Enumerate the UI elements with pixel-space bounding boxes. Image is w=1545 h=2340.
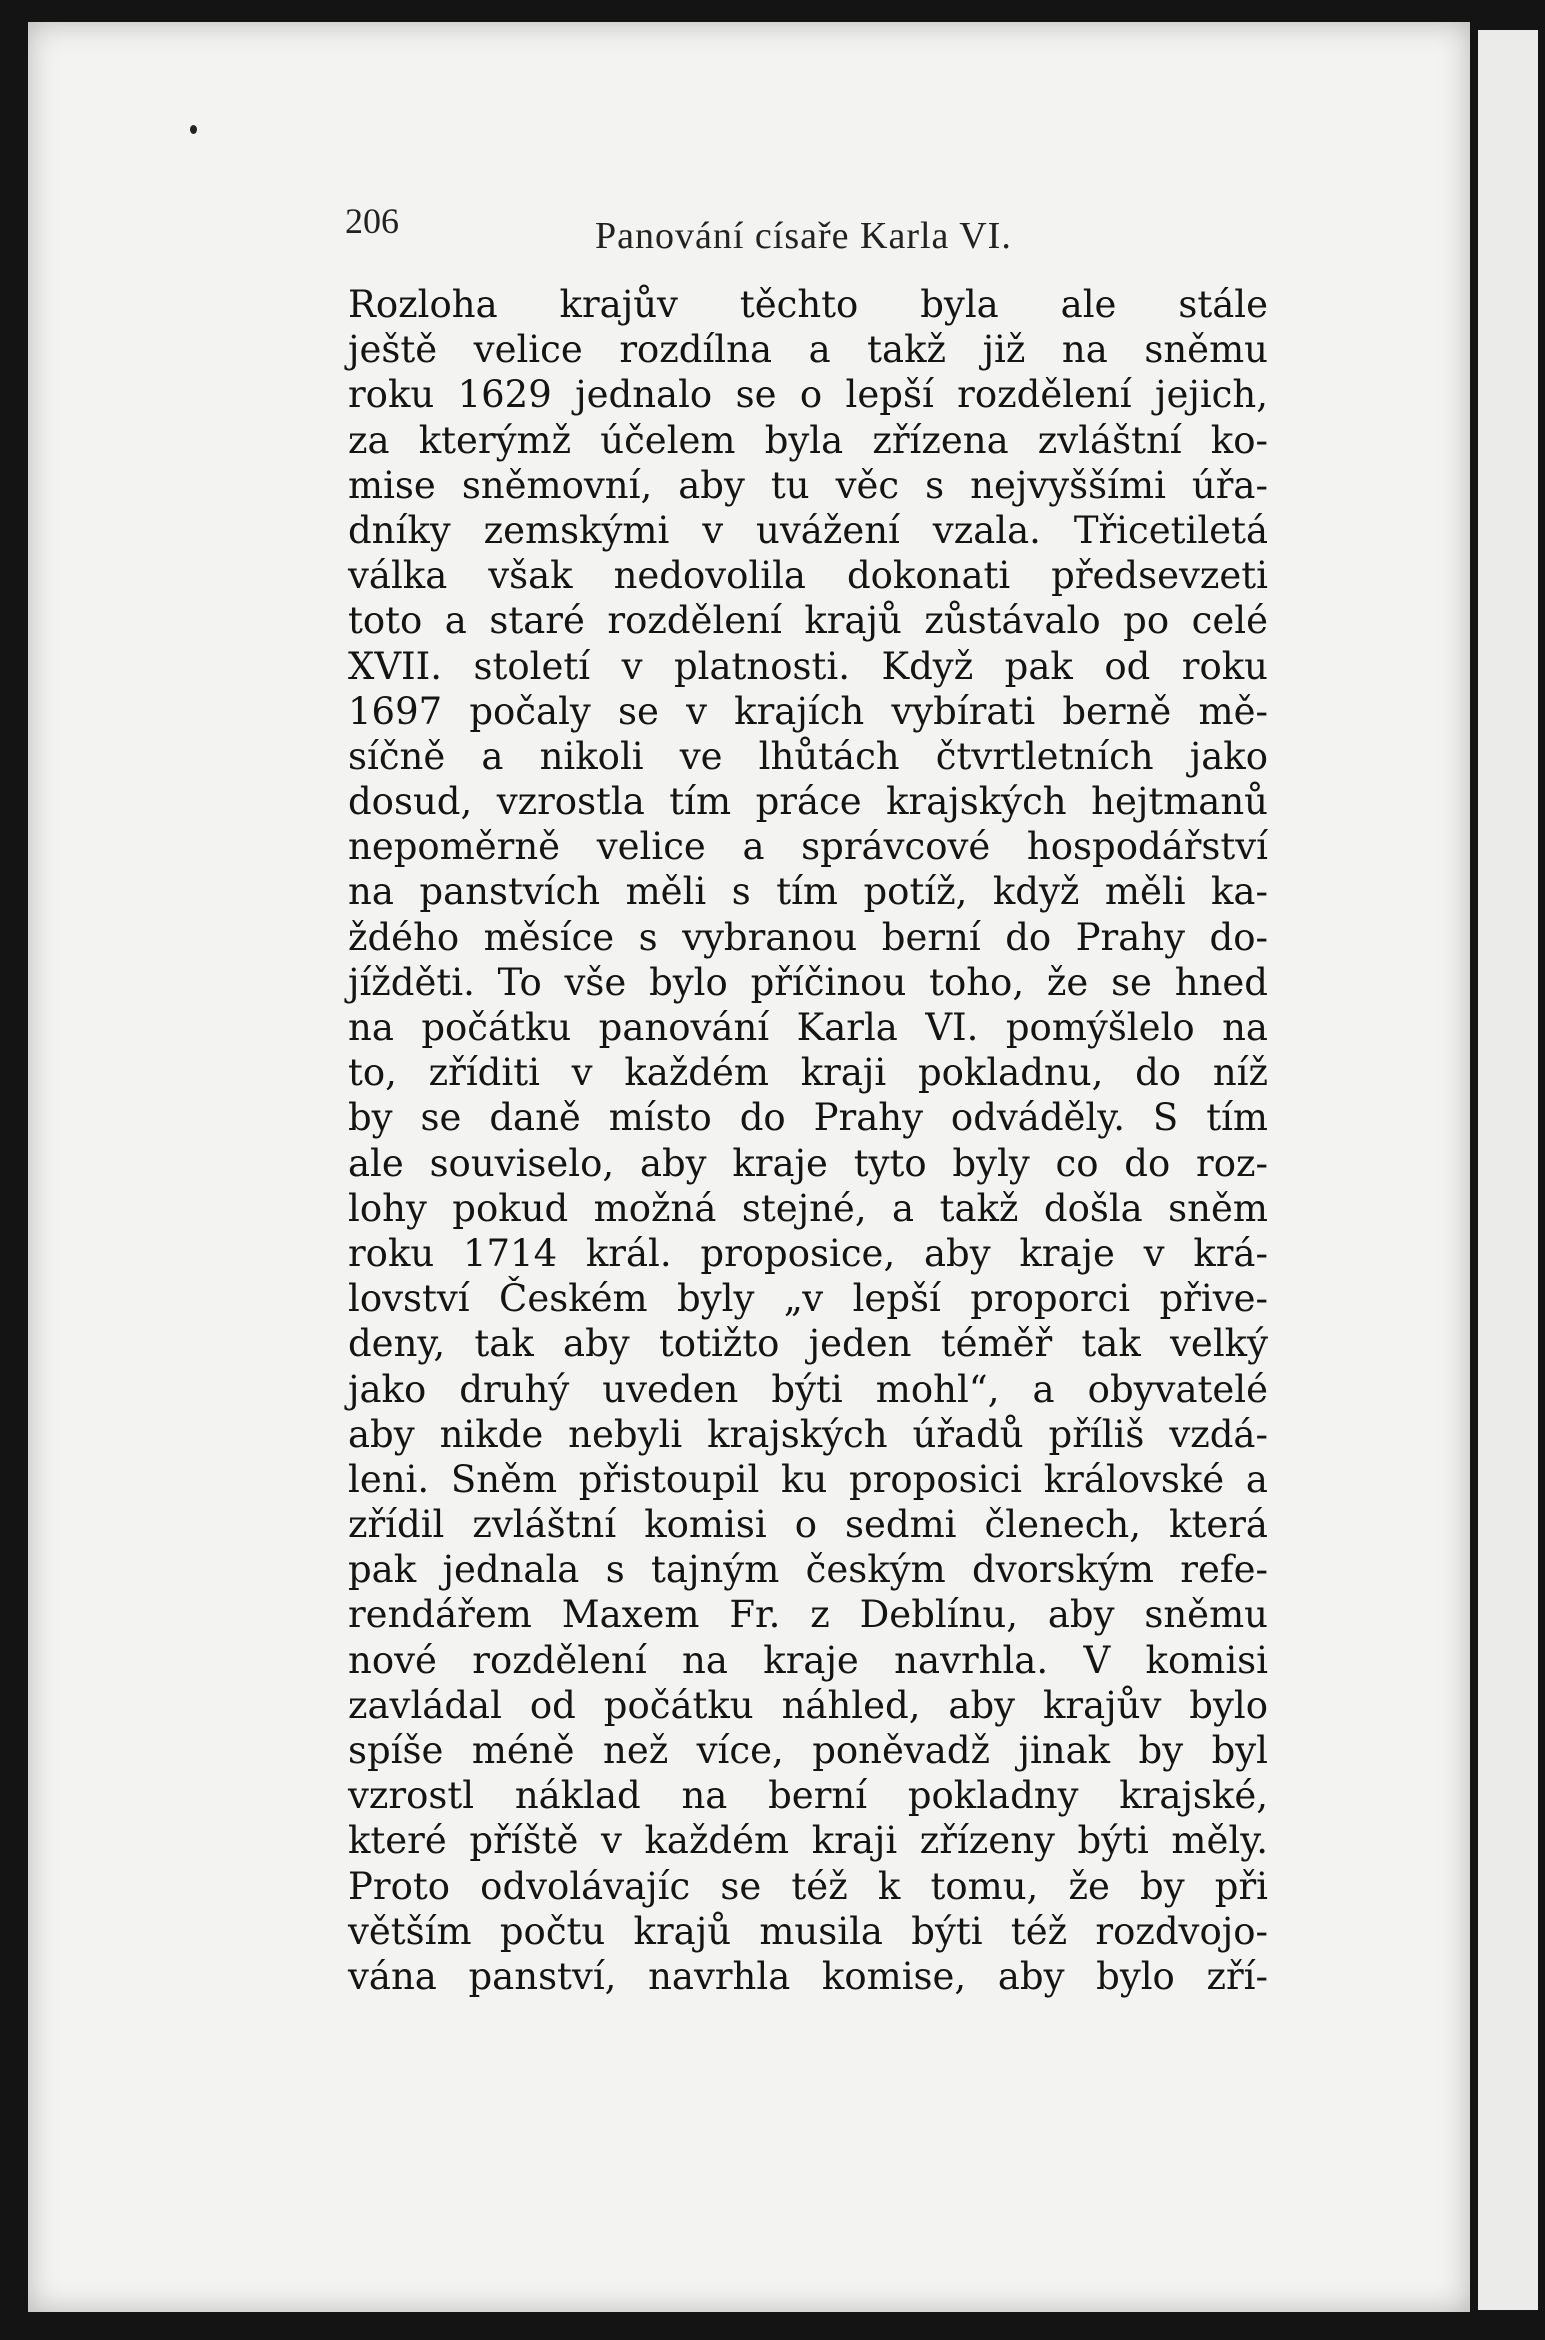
text-line: to, zříditi v každém kraji pokladnu, do níž: [348, 1051, 1268, 1095]
text-line: vzrostl náklad na berní pokladny krajské,: [348, 1774, 1268, 1818]
text-line: spíše méně než více, poněvadž jinak by byl: [348, 1729, 1268, 1772]
text-line: lohy pokud možná stejné, a takž došla sněm: [348, 1186, 1268, 1230]
text-line: rendářem Maxem Fr. z Deblínu, aby sněmu: [348, 1593, 1268, 1637]
page-number: 206: [345, 201, 399, 241]
text-line: deny, tak aby totižto jeden téměř tak velký: [348, 1322, 1268, 1366]
text-line: na počátku panování Karla VI. pomýšlelo na: [348, 1006, 1268, 1049]
body-text: [348, 282, 1268, 1999]
text-line: které příště v každém kraji zřízeny býti měly.: [348, 1819, 1268, 1863]
text-line: na panstvích měli s tím potíž, když měli ka-: [348, 870, 1268, 914]
text-line: XVII. století v platnosti. Když pak od roku: [348, 644, 1268, 688]
text-line: by se daně místo do Prahy odváděly. S tím: [348, 1096, 1268, 1140]
text-line: síčně a nikoli ve lhůtách čtvrtletních jako: [348, 734, 1268, 778]
text-line: zřídil zvláštní komisi o sedmi členech, která: [348, 1503, 1268, 1547]
text-line: Proto odvolávajíc se též k tomu, že by při: [348, 1864, 1268, 1908]
text-line: mise sněmovní, aby tu věc s nejvyššími úřa-: [348, 463, 1268, 507]
text-line: zavládal od počátku náhled, aby krajův bylo: [348, 1683, 1268, 1727]
text-line: jížděti. To vše bylo příčinou toho, že se hned: [348, 960, 1268, 1004]
text-line: nové rozdělení na kraje navrhla. V komisi: [348, 1638, 1268, 1682]
text-line: roku 1629 jednalo se o lepší rozdělení jejich,: [348, 373, 1268, 417]
running-title: Panování císaře Karla VI.: [595, 215, 1012, 257]
text-line: vána panství, navrhla komise, aby bylo zří-: [348, 1954, 1268, 1998]
text-line: aby nikde nebyli krajských úřadů příliš vzdá-: [348, 1412, 1268, 1456]
text-line: jako druhý uveden býti mohl“, a obyvatelé: [348, 1367, 1268, 1411]
text-line: Rozloha krajův těchto byla ale stále: [348, 283, 1268, 326]
facing-page-edge: [1478, 30, 1538, 2310]
ink-speck: [190, 125, 197, 134]
text-line: roku 1714 král. proposice, aby kraje v krá-: [348, 1231, 1268, 1275]
text-line: 1697 počaly se v krajích vybírati berně mě-: [348, 689, 1268, 733]
text-line: toto a staré rozdělení krajů zůstávalo po celé: [348, 599, 1268, 643]
text-line: ždého měsíce s vybranou berní do Prahy do-: [348, 915, 1268, 959]
text-line: nepoměrně velice a správcové hospodářství: [348, 825, 1268, 869]
text-line: dosud, vzrostla tím práce krajských hejtmanů: [348, 780, 1268, 824]
text-line: větším počtu krajů musila býti též rozdvojo-: [348, 1909, 1268, 1953]
text-line: válka však nedovolila dokonati předsevzeti: [348, 554, 1268, 598]
text-line: pak jednala s tajným českým dvorským refe-: [348, 1548, 1268, 1592]
text-line: lovství Českém byly „v lepší proporci přive-: [348, 1277, 1268, 1321]
text-line: ještě velice rozdílna a takž již na sněmu: [348, 328, 1268, 372]
text-line: za kterýmž účelem byla zřízena zvláštní ko-: [348, 418, 1268, 462]
text-line: leni. Sněm přistoupil ku proposici královské a: [348, 1457, 1268, 1501]
text-line: ale souviselo, aby kraje tyto byly co do roz-: [348, 1141, 1268, 1185]
text-line: dníky zemskými v uvážení vzala. Třicetiletá: [348, 508, 1268, 552]
